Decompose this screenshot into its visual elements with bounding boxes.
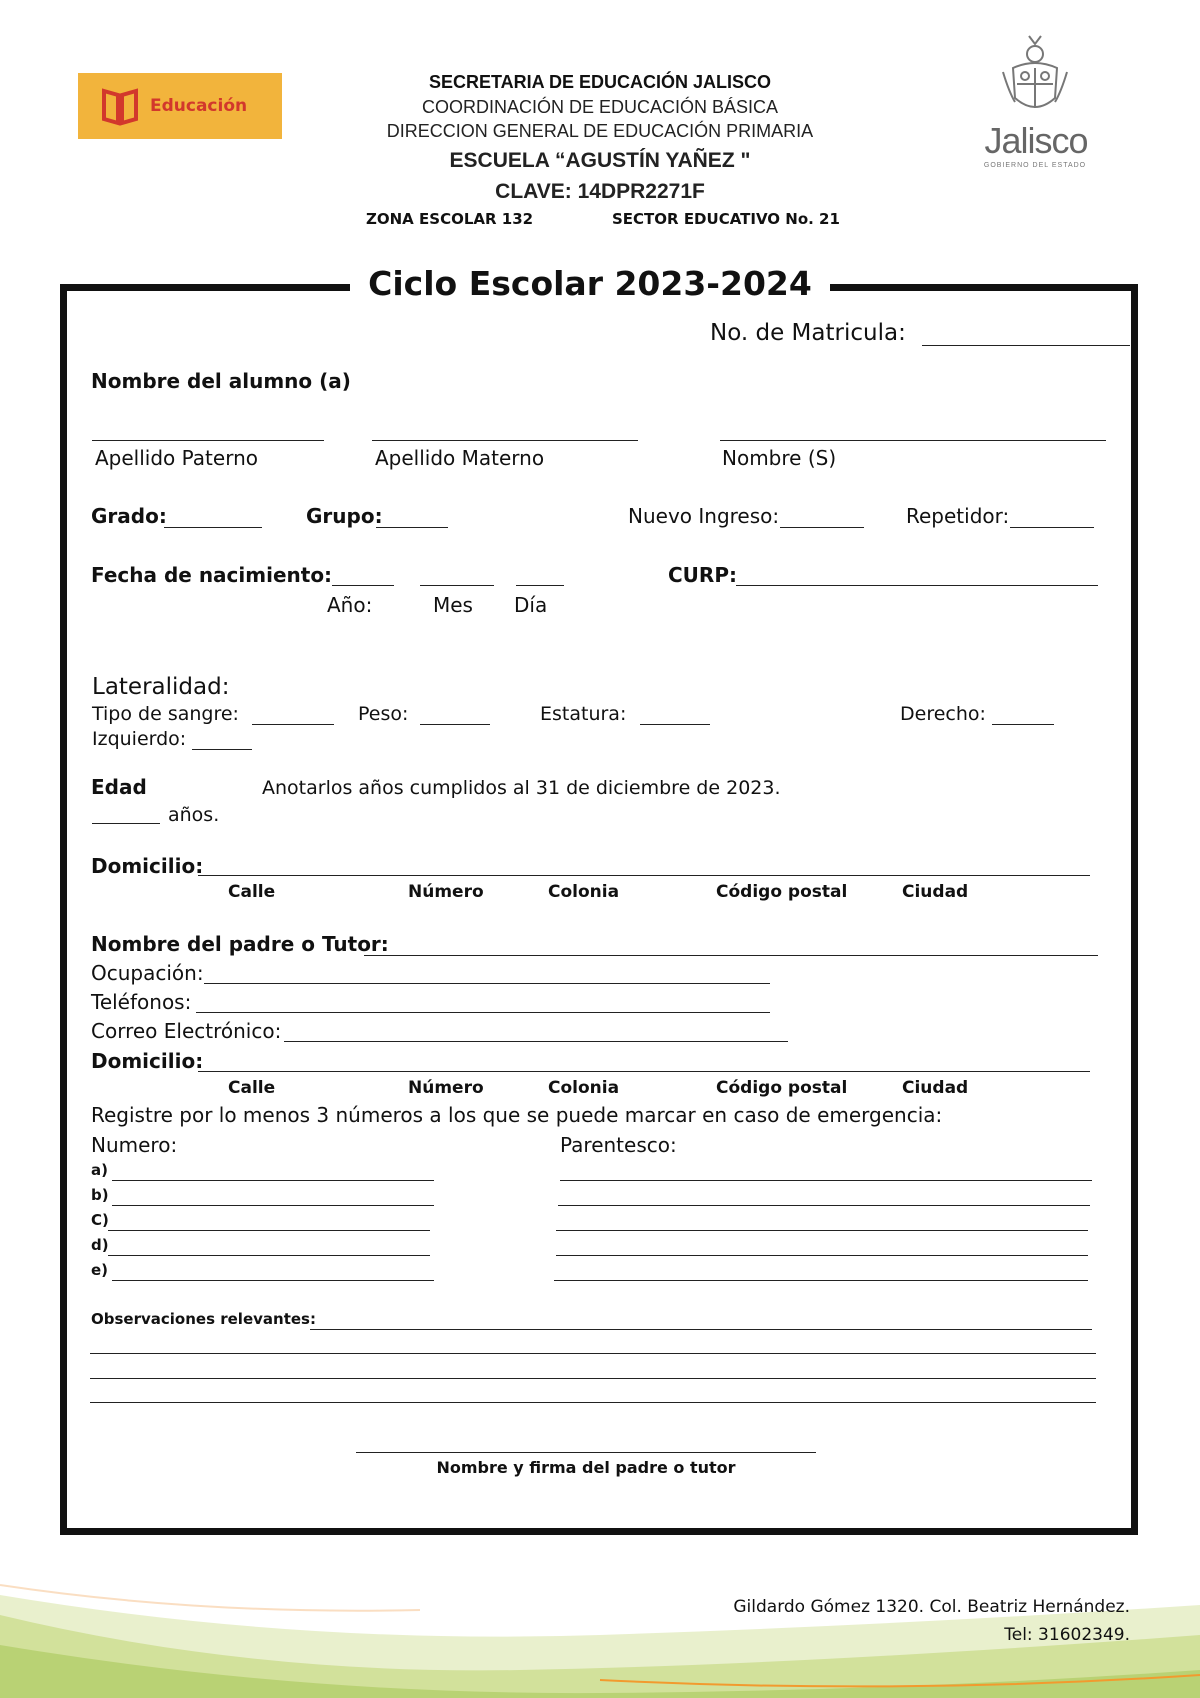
izquierdo-field[interactable] (192, 749, 252, 750)
curp-label: CURP: (668, 563, 737, 587)
mes-label: Mes (433, 593, 473, 617)
edad-label: Edad (91, 775, 147, 799)
emergency-note: Registre por lo menos 3 números a los que se puede marcar en caso de emergencia: (91, 1103, 943, 1127)
emergency-item-e-label: e) (91, 1261, 109, 1279)
telefonos-label: Teléfonos: (91, 990, 192, 1014)
telefonos-field[interactable] (196, 1012, 770, 1013)
observaciones-line-1[interactable] (310, 1329, 1092, 1330)
correo-label: Correo Electrónico: (91, 1019, 282, 1043)
address-numero-label: Número (408, 882, 484, 902)
observaciones-line-4[interactable] (90, 1402, 1096, 1403)
emergency-parentesco-a-field[interactable] (560, 1180, 1092, 1181)
peso-label: Peso: (358, 703, 409, 725)
footer-address (733, 1593, 1130, 1649)
jalisco-logo-subtext: GOBIERNO DEL ESTADO (983, 162, 1087, 169)
footer-address-line: Gildardo Gómez 1320. Col. Beatriz Hernández. (733, 1597, 1130, 1617)
numero-label: Numero: (91, 1133, 178, 1157)
estatura-field[interactable] (640, 724, 710, 725)
padre-tutor-label: Nombre del padre o Tutor: (91, 932, 389, 956)
nombre-label: Nombre (S) (722, 446, 837, 470)
matricula-label: No. de Matricula: (710, 320, 906, 346)
apellido-materno-label: Apellido Materno (375, 446, 545, 470)
parentesco-label: Parentesco: (560, 1133, 677, 1157)
edad-note: Anotarlos años cumplidos al 31 de diciembre de 2023. (262, 777, 781, 799)
observaciones-line-3[interactable] (90, 1378, 1096, 1379)
educacion-logo (78, 73, 282, 139)
grado-field[interactable] (164, 527, 262, 528)
zona-escolar: ZONA ESCOLAR 132 (366, 210, 534, 228)
footer-tel: Tel: 31602349. (1004, 1625, 1130, 1645)
tutor-address-calle-label: Calle (228, 1078, 276, 1098)
jalisco-logo (975, 32, 1095, 172)
firma-label: Nombre y firma del padre o tutor (436, 1458, 736, 1477)
izquierdo-label: Izquierdo: (92, 728, 187, 750)
estatura-label: Estatura: (540, 703, 627, 725)
apellido-paterno-label: Apellido Paterno (95, 446, 258, 470)
emergency-number-c-field[interactable] (108, 1230, 430, 1231)
mes-field[interactable] (420, 585, 494, 586)
emergency-parentesco-b-field[interactable] (558, 1205, 1090, 1206)
grupo-field[interactable] (376, 527, 448, 528)
anio-field[interactable] (332, 585, 394, 586)
ocupacion-label: Ocupación: (91, 961, 204, 985)
fecha-nacimiento-label: Fecha de nacimiento: (91, 563, 333, 587)
emergency-item-c-label: C) (91, 1211, 109, 1229)
repetidor-label: Repetidor: (906, 504, 1010, 528)
cycle-title: Ciclo Escolar 2023-2024 (350, 258, 830, 310)
emergency-item-d-label: d) (91, 1236, 109, 1254)
lateralidad-label: Lateralidad: (92, 674, 230, 700)
address-codigo-postal-label: Código postal (716, 882, 848, 902)
derecho-label: Derecho: (900, 703, 986, 725)
coordinacion-title: COORDINACIÓN DE EDUCACIÓN BÁSICA (421, 97, 779, 117)
matricula-field[interactable] (922, 345, 1130, 346)
peso-field[interactable] (420, 724, 490, 725)
tutor-address-ciudad-label: Ciudad (902, 1078, 969, 1098)
apellido-paterno-field[interactable] (92, 440, 324, 441)
nombre-field[interactable] (720, 440, 1106, 441)
nuevo-ingreso-label: Nuevo Ingreso: (628, 504, 780, 528)
apellido-materno-field[interactable] (372, 440, 638, 441)
grupo-label: Grupo: (306, 504, 383, 528)
emergency-number-a-field[interactable] (112, 1180, 434, 1181)
jalisco-crest-icon (995, 32, 1075, 118)
tipo-sangre-field[interactable] (252, 724, 334, 725)
dia-field[interactable] (516, 585, 564, 586)
address-colonia-label: Colonia (548, 882, 620, 902)
sector-educativo: SECTOR EDUCATIVO No. 21 (612, 210, 840, 228)
nuevo-ingreso-field[interactable] (780, 527, 864, 528)
emergency-item-a-label: a) (91, 1161, 108, 1179)
tutor-address-codigo-postal-label: Código postal (716, 1078, 848, 1098)
emergency-parentesco-e-field[interactable] (554, 1280, 1088, 1281)
emergency-number-e-field[interactable] (112, 1280, 434, 1281)
grado-label: Grado: (91, 504, 167, 528)
school-clave: CLAVE: 14DPR2271F (495, 180, 705, 203)
direccion-title: DIRECCION GENERAL DE EDUCACIÓN PRIMARIA (386, 121, 814, 141)
emergency-parentesco-c-field[interactable] (556, 1230, 1088, 1231)
domicilio-tutor-label: Domicilio: (91, 1049, 204, 1073)
repetidor-field[interactable] (1010, 527, 1094, 528)
emergency-number-b-field[interactable] (112, 1205, 434, 1206)
dia-label: Día (514, 593, 548, 617)
firma-field[interactable] (356, 1452, 816, 1453)
jalisco-logo-text: Jalisco (984, 120, 1088, 161)
emergency-item-b-label: b) (91, 1186, 109, 1204)
anio-label: Año: (327, 593, 373, 617)
address-calle-label: Calle (228, 882, 276, 902)
tutor-address-colonia-label: Colonia (548, 1078, 620, 1098)
secretaria-title: SECRETARIA DE EDUCACIÓN JALISCO (428, 72, 772, 92)
anios-label: años. (168, 804, 220, 826)
tutor-address-numero-label: Número (408, 1078, 484, 1098)
edad-field[interactable] (92, 823, 160, 824)
curp-field[interactable] (736, 585, 1098, 586)
emergency-parentesco-d-field[interactable] (556, 1255, 1088, 1256)
domicilio-tutor-field[interactable] (198, 1071, 1090, 1072)
address-ciudad-label: Ciudad (902, 882, 969, 902)
correo-field[interactable] (284, 1041, 788, 1042)
derecho-field[interactable] (992, 724, 1054, 725)
observaciones-label: Observaciones relevantes: (91, 1310, 316, 1328)
emergency-number-d-field[interactable] (108, 1255, 430, 1256)
student-name-label: Nombre del alumno (a) (91, 369, 351, 393)
ocupacion-field[interactable] (204, 983, 770, 984)
padre-tutor-field[interactable] (364, 955, 1098, 956)
school-name: ESCUELA “AGUSTÍN YAÑEZ " (449, 149, 751, 172)
book-icon (100, 85, 140, 127)
observaciones-line-2[interactable] (90, 1353, 1096, 1354)
domicilio-field[interactable] (198, 875, 1090, 876)
tipo-sangre-label: Tipo de sangre: (92, 703, 239, 725)
educacion-logo-text: Educación (150, 96, 248, 116)
form-frame (60, 284, 1138, 1535)
domicilio-label: Domicilio: (91, 854, 204, 878)
